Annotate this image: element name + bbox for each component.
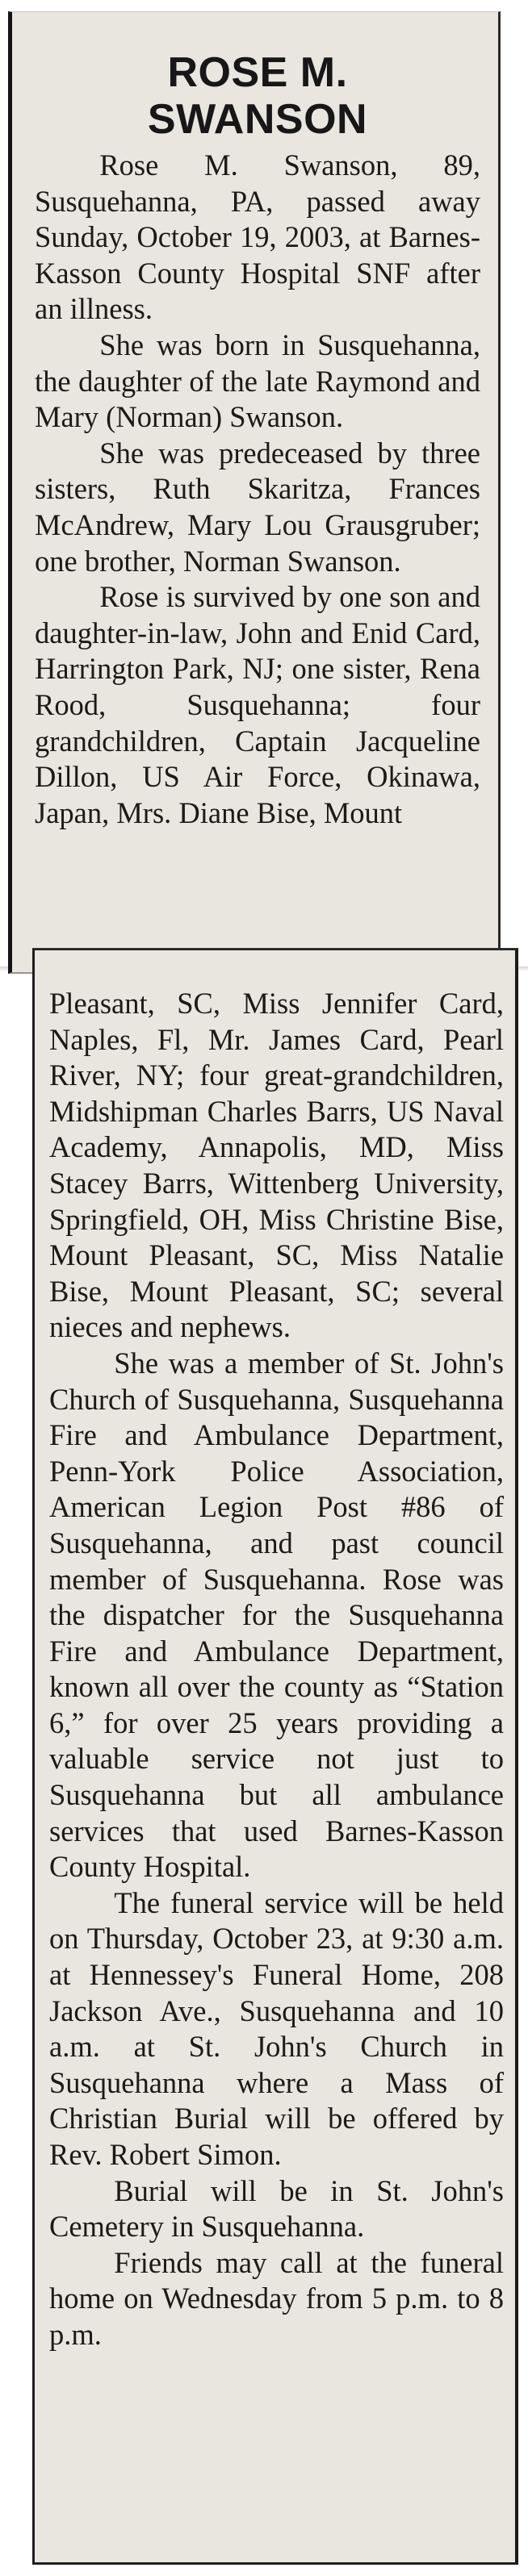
- obituary-headline: [35, 49, 480, 143]
- paragraph-predeceased: She was predeceased by three sisters, Ruth Skaritza, Frances McAndrew, Mary Lou Grausgruber; one brother, Norman Swanson.: [35, 436, 480, 578]
- headline-line-1: ROSE M.: [167, 49, 348, 96]
- paragraph-funeral-service: The funeral service will be held on Thursday, October 23, at 9:30 a.m. at Hennessey's Funeral Home, 208 Jackson Ave., Susquehanna and 10 a.m. at St. John's Church in Susquehanna where a Mass of Christian Burial will be offered by Rev. Robert Simon.: [49, 1885, 504, 2171]
- obituary-clipping-bottom: [32, 948, 518, 2565]
- paragraph-burial: Burial will be in St. John's Cemetery in Susquehanna.: [49, 2173, 504, 2244]
- obituary-body-part-1: [35, 148, 480, 831]
- paragraph-birth: She was born in Susquehanna, the daughter of the late Raymond and Mary (Norman) Swanson.: [35, 328, 480, 434]
- obituary-clipping-top: [8, 11, 501, 974]
- headline-line-2: SWANSON: [147, 96, 368, 143]
- paragraph-survivors-continued: Pleasant, SC, Miss Jennifer Card, Naples, Fl, Mr. James Card, Pearl River, NY; four great-grandchildren, Midshipman Charles Barrs, US Naval Academy, Annapolis, MD, Miss Stacey Barrs, Wittenberg University, Springfield, OH, Miss Christine Bise, Mount Pleasant, SC, Miss Natalie Bise, Mount Pleasant, SC; several nieces and nephews.: [49, 987, 504, 1344]
- obituary-body-part-2: [49, 986, 504, 2353]
- paragraph-survivors: Rose is survived by one son and daughter-in-law, John and Enid Card, Harrington Park, NJ; one sister, Rena Rood, Susquehanna; four grandchildren, Captain Jacqueline Dillon, US Air Force, Okinawa, Japan, Mrs. Diane Bise, Mount: [35, 580, 480, 829]
- paragraph-memberships: She was a member of St. John's Church of Susquehanna, Susquehanna Fire and Ambulance Department, Penn-York Police Association, American Legion Post #86 of Susquehanna, and past council member of Susquehanna. Rose was the dispatcher for the Susquehanna Fire and Ambulance Department, known all over the county as “Station 6,” for over 25 years providing a valuable service not just to Susquehanna but all ambulance services that used Barnes-Kasson County Hospital.: [49, 1346, 504, 1884]
- paragraph-visitation: Friends may call at the funeral home on Wednesday from 5 p.m. to 8 p.m.: [49, 2245, 504, 2351]
- paragraph-death-notice: Rose M. Swanson, 89, Susquehanna, PA, passed away Sunday, October 19, 2003, at Barnes-Kasson County Hospital SNF after an illness.: [35, 148, 480, 326]
